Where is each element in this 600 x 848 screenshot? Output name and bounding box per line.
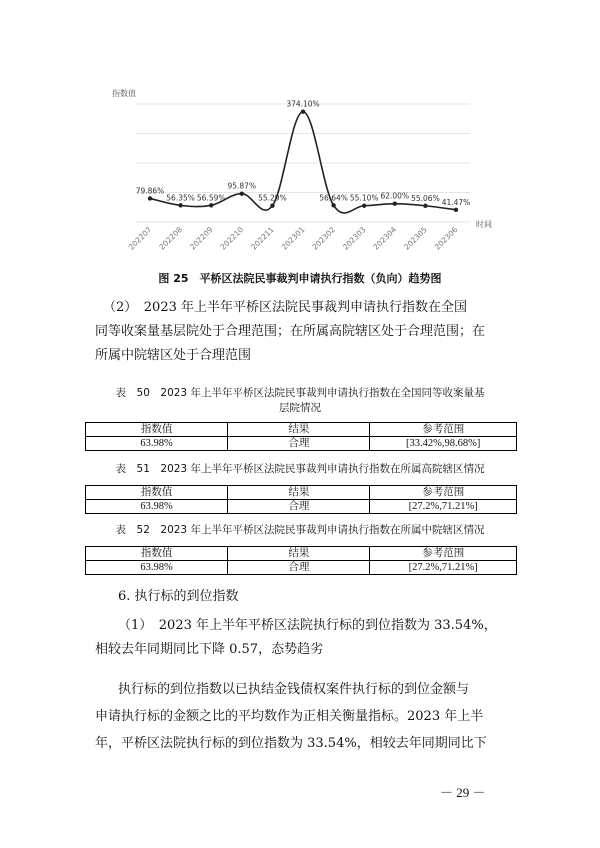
data-point	[423, 204, 427, 208]
data-point	[393, 202, 397, 206]
x-tick-label: 202209	[187, 225, 215, 252]
data-point	[301, 109, 305, 113]
x-tick-label: 202304	[371, 225, 399, 252]
section2-line1: （2） 2023 年上半年平桥区法院民事裁判申请执行指数在全国	[103, 300, 467, 315]
table50-caption-line2: 层院情况	[279, 402, 321, 414]
data-label: 374.10%	[286, 99, 320, 109]
data-label: 55.06%	[411, 193, 440, 203]
data-label: 56.35%	[166, 193, 195, 203]
data-point	[331, 203, 335, 207]
table52	[85, 546, 517, 575]
data-point	[178, 203, 182, 207]
data-label: 56.64%	[319, 193, 348, 203]
data-point	[209, 203, 213, 207]
table-header-row	[86, 423, 517, 437]
x-tick-label: 202302	[310, 225, 338, 252]
table-row	[86, 437, 517, 451]
table-header-cell: 参考范围	[370, 547, 517, 561]
table-header-cell: 指数值	[86, 547, 228, 561]
table-header-row	[86, 547, 517, 561]
table51	[85, 485, 517, 514]
table52-caption: 表 52 2023 年上半年平桥区法院民事裁判申请执行指数在所属中院辖区情况	[115, 524, 485, 536]
table50-caption	[85, 386, 515, 416]
section6-heading: 6. 执行标的到位指数	[118, 589, 239, 604]
table-header-cell: 结果	[228, 486, 370, 500]
section6-sub-line1: （1） 2023 年上半年平桥区法院执行标的到位指数为 33.54%，	[118, 618, 497, 633]
table-cell: [27.2%,71.21%]	[370, 561, 517, 575]
data-label: 62.00%	[380, 191, 410, 201]
data-label: 55.29%	[258, 193, 287, 203]
data-point	[148, 196, 152, 200]
page-number: － 29 －	[440, 785, 486, 800]
x-tick-label: 202208	[157, 225, 185, 252]
chart-marks	[127, 100, 471, 252]
chart-x-axis-label: 时间	[476, 220, 492, 229]
section6-body-line2: 申请执行标的金额之比的平均数作为正相关衡量指标。2023 年上半	[95, 709, 484, 724]
x-tick-label: 202306	[432, 225, 460, 252]
table-cell: 合理	[228, 437, 370, 451]
table50-caption-line1: 表 50 2023 年上半年平桥区法院民事裁判申请执行指数在全国同等收案量基	[115, 387, 485, 399]
x-tick-label: 202210	[218, 225, 246, 252]
series-line	[150, 112, 456, 213]
x-tick-label: 202301	[279, 225, 307, 252]
x-tick-label: 202305	[402, 225, 429, 252]
table-cell: [33.42%,98.68%]	[370, 437, 517, 451]
table-header-cell: 结果	[228, 423, 370, 437]
data-label: 56.59%	[196, 193, 226, 203]
data-point	[240, 192, 244, 196]
chart-y-axis-label: 指数值	[112, 89, 136, 98]
table-cell: 63.98%	[86, 561, 228, 575]
data-point	[270, 203, 274, 207]
section2-line2: 同等收案量基层院处于合理范围；在所属高院辖区处于合理范围；在	[95, 324, 486, 339]
section2-line3: 所属中院辖区处于合理范围	[95, 348, 252, 363]
data-label: 79.86%	[135, 186, 165, 196]
x-tick-label: 202303	[340, 225, 368, 252]
section6-sub-line2: 相较去年同期同比下降 0.57，态势趋劣	[95, 642, 324, 657]
table-header-cell: 指数值	[86, 423, 228, 437]
trend-chart	[110, 82, 510, 262]
table50	[85, 422, 517, 451]
figure-caption: 图 25 平桥区法院民事裁判申请执行指数（负向）趋势图	[158, 272, 442, 285]
chart-gridlines	[136, 104, 470, 222]
data-label: 55.10%	[349, 193, 379, 203]
table-cell: 63.98%	[86, 500, 228, 514]
table-cell: 合理	[228, 561, 370, 575]
x-tick-label: 202207	[126, 225, 154, 252]
table-header-cell: 指数值	[86, 486, 228, 500]
table-row	[86, 500, 517, 514]
table-header-cell: 参考范围	[370, 486, 517, 500]
data-label: 41.47%	[441, 197, 471, 207]
data-point	[454, 208, 458, 212]
table-cell: 合理	[228, 500, 370, 514]
section6-body-line3: 年，平桥区法院执行标的到位指数为 33.54%，相较去年同期同比下	[95, 736, 487, 751]
table-header-cell: 结果	[228, 547, 370, 561]
x-tick-label: 202211	[249, 225, 276, 252]
table-cell: [27.2%,71.21%]	[370, 500, 517, 514]
table-header-row	[86, 486, 517, 500]
table-row	[86, 561, 517, 575]
data-label: 95.87%	[227, 181, 257, 191]
table51-caption: 表 51 2023 年上半年平桥区法院民事裁判申请执行指数在所属高院辖区情况	[115, 463, 485, 475]
data-point	[362, 204, 366, 208]
section6-body-line1: 执行标的到位指数以已执结金钱债权案件执行标的到位金额与	[118, 682, 470, 697]
table-cell: 63.98%	[86, 437, 228, 451]
table-header-cell: 参考范围	[370, 423, 517, 437]
